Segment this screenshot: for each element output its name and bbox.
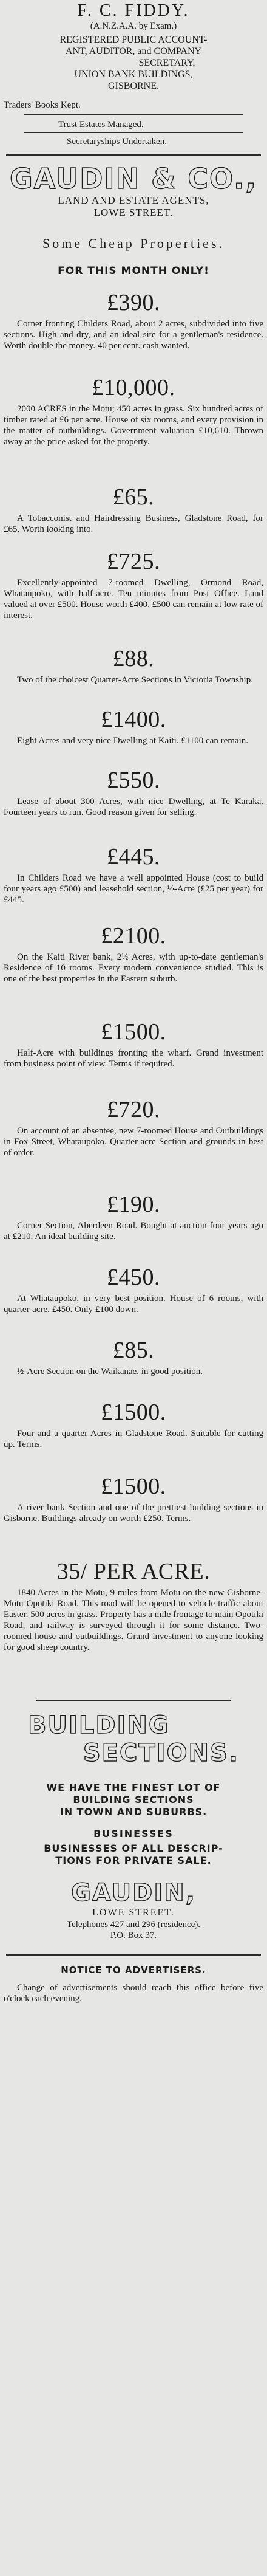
building-title-1: BUILDING	[28, 1711, 170, 1739]
listing-text: 2000 ACRES in the Motu; 450 acres in grass. Six hundred acres of timber rated at £6 per acre. House of six rooms, and every provision in the matter of outbuildings. Government valuation £10,610. Thrown away at the price asked for the property.	[4, 404, 263, 447]
listing-price: £1500.	[101, 1019, 166, 1045]
listing-text: In Childers Road we have a well appointed House (cost to build four years ago £500) and leasehold section, ½-Acre (£25 per year) for £445.	[4, 873, 263, 905]
listing-price: £85.	[112, 1338, 155, 1363]
listing-price: £65.	[112, 484, 155, 510]
listing-text: Lease of about 300 Acres, with nice Dwelling, at Te Karaka. Fourteen years to run. Good reason given for selling.	[4, 797, 263, 817]
listing-price: £720.	[107, 1097, 160, 1122]
businesses-list	[4, 1843, 263, 1867]
listing-price: £1500.	[101, 1474, 166, 1499]
footer-box: P.O. Box 37.	[110, 1931, 157, 1940]
fiddy-line-3: SECRETARY,	[138, 58, 195, 68]
fiddy-advert	[4, 1, 263, 32]
fiddy-line-5: GISBORNE.	[107, 81, 159, 91]
listing-text: Corner Section, Aberdeen Road. Bought at auction four years ago at £210. An ideal building site.	[4, 1221, 263, 1242]
businesses-line-1: BUSINESSES OF ALL DESCRIP-	[44, 1843, 223, 1854]
building-line-2: BUILDING SECTIONS	[73, 1794, 194, 1805]
gaudin-footer	[4, 1879, 263, 1941]
listing-price: 35/ PER ACRE.	[56, 1559, 211, 1584]
gaudin-street: LOWE STREET.	[93, 207, 174, 218]
divider	[24, 114, 243, 115]
listing-price: £445.	[107, 844, 160, 870]
notice-text: Change of advertisements should reach this office before five o'clock each evening.	[4, 1983, 263, 2004]
footer-name: GAUDIN,	[71, 1879, 196, 1907]
listing-price: £450.	[107, 1265, 160, 1290]
fiddy-name: F. C. FIDDY.	[77, 1, 190, 20]
listing-text: Eight Acres and very nice Dwelling at Kaiti. £1100 can remain.	[17, 736, 248, 746]
listing-text: On account of an absentee, new 7-roomed House and Outbuildings in Fox Street, Whataupoko. Quarter-acre Section and grounds in best of order.	[4, 1126, 263, 1158]
listing-text: Two of the choicest Quarter-Acre Sections in Victoria Township.	[17, 675, 253, 685]
listing-price: £2100.	[101, 923, 166, 949]
advert-separator	[6, 1954, 261, 1956]
listing-price: £1500.	[101, 1400, 166, 1425]
listing-text: Four and a quarter Acres in Gladstone Road. Suitable for cutting up. Terms.	[4, 1429, 263, 1449]
listing-text: 1840 Acres in the Motu, 9 miles from Motu on the new Gisborne-Motu Opotiki Road. This road will be opened to vehicle traffic about Easter. 500 acres in grass. Property has a mile frontage to main Opotiki Road, and railway is surveyed through it for some distance. Two-roomed house and outbuildings. Grand investment to anyone looking for good sheep country.	[4, 1588, 263, 1652]
listing-price: £390.	[107, 290, 160, 315]
building-sections-heading	[4, 1711, 263, 1767]
listing-text: A Tobacconist and Hairdressing Business, Gladstone Road, for £65. Worth looking into.	[4, 513, 263, 534]
businesses-line-2: TIONS FOR PRIVATE SALE.	[55, 1855, 212, 1866]
building-line-3: IN TOWN AND SUBURBS.	[59, 1806, 208, 1818]
listing-text: Corner fronting Childers Road, about 2 acres, subdivided into five sections. High and dry, and an ideal site for a gentleman's residence. Worth double the money. 40 per cent. cash wanted.	[4, 319, 263, 351]
fiddy-line-1: REGISTERED PUBLIC ACCOUNT-	[59, 35, 208, 45]
building-title-2: SECTIONS.	[83, 1739, 239, 1767]
notice-title: NOTICE TO ADVERTISERS.	[61, 1965, 206, 1976]
fiddy-line-4: UNION BANK BUILDINGS,	[74, 69, 193, 80]
advert-separator	[6, 154, 261, 156]
gaudin-subtitle: LAND AND ESTATE AGENTS,	[58, 194, 209, 206]
for-this-month: FOR THIS MONTH ONLY!	[58, 265, 209, 277]
fiddy-qualification: (A.N.Z.A.A. by Exam.)	[90, 21, 177, 31]
building-list	[4, 1782, 263, 1818]
gaudin-header	[4, 163, 263, 219]
fiddy-line-2: ANT, AUDITOR, and COMPANY	[65, 46, 202, 57]
listing-price: £550.	[107, 768, 160, 793]
listing-text: Excellently-appointed 7-roomed Dwelling, Ormond Road, Whataupoko, with half-acre. Ten minutes from Post Office. Land valued at over £500. House worth £400. £500 can remain at low rate of interest.	[4, 578, 263, 620]
building-line-1: WE HAVE THE FINEST LOT OF	[46, 1782, 221, 1793]
fiddy-books: Traders' Books Kept.	[4, 100, 81, 110]
footer-phones: Telephones 427 and 296 (residence).	[66, 1920, 201, 1929]
listing-price: £88.	[112, 646, 155, 671]
listing-text: ½-Acre Section on the Waikanae, in good position.	[17, 1367, 203, 1376]
listing-price: £10,000.	[92, 375, 175, 400]
listing-text: A river bank Section and one of the prettiest building sections in Gisborne. Buildings already on worth £250. Terms.	[4, 1503, 263, 1523]
fiddy-trust: Trust Estates Managed.	[58, 120, 144, 129]
divider	[36, 1700, 231, 1701]
businesses-heading: BUSINESSES	[93, 1828, 174, 1839]
listing-text: On the Kaiti River bank, 2½ Acres, with up-to-date gentleman's Residence of 10 rooms. Every modern convenience studied. This is one of the best properties in the Eastern suburb.	[4, 952, 263, 984]
listing-price: £190.	[107, 1192, 160, 1217]
listing-price: £725.	[107, 549, 160, 574]
listing-text: Half-Acre with buildings fronting the wharf. Grand investment from business point of view. Terms if required.	[4, 1048, 263, 1069]
fiddy-services	[4, 100, 263, 111]
listing-text: At Whataupoko, in very best position. House of 6 rooms, with quarter-acre. £450. Only £100 down.	[4, 1294, 263, 1314]
gaudin-title: GAUDIN & CO.,	[9, 162, 258, 195]
listing-price: £1400.	[101, 707, 166, 732]
fiddy-secretary: Secretaryships Undertaken.	[67, 137, 167, 146]
divider	[24, 132, 243, 133]
some-cheap-properties: Some Cheap Properties.	[42, 236, 225, 251]
footer-street: LOWE STREET.	[92, 1908, 175, 1918]
fiddy-details	[4, 34, 263, 92]
